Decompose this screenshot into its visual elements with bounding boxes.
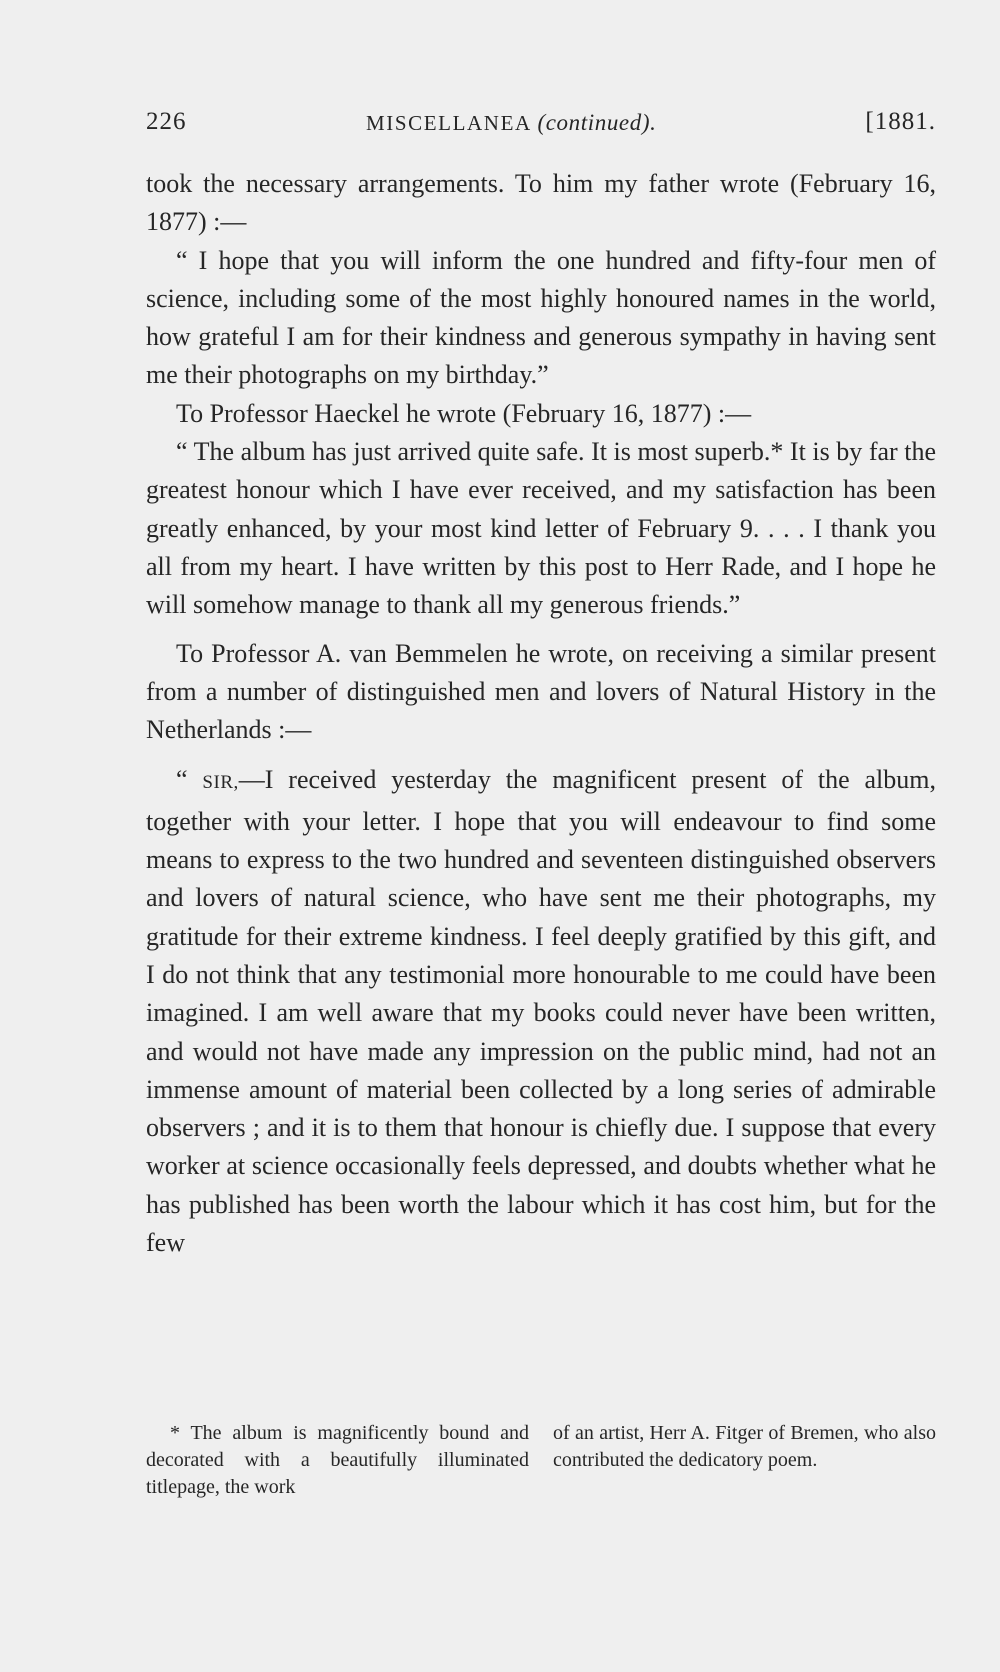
paragraph-3: To Professor Haeckel he wrote (February 16, 1877) :— <box>176 398 752 428</box>
running-year: [1881. <box>865 108 936 135</box>
running-title <box>366 110 656 136</box>
paragraph-6 <box>146 761 936 1262</box>
footnote-column-1 <box>146 1420 529 1501</box>
paragraph-6-salutation: SIR, <box>202 772 239 794</box>
footnote-text-2: of an artist, Herr A. Fitger of Bremen, who also contributed the dedicatory poem. <box>553 1422 936 1471</box>
paragraph-1: took the necessary arrangements. To him my father wrote (February 16, 1877) :— <box>146 169 936 237</box>
footnote <box>146 1420 936 1501</box>
paragraph-4: “ The album has just arrived quite safe. It is most superb.* It is by far the greatest honour which I have ever received, and my satisfaction has been greatly enhanced, by your most kind letter of February 9. . . . I thank you all from my heart. I have written by this post to Herr Rade, and I hope he will somehow manage to thank all my generous friends.” <box>146 437 936 620</box>
body-text <box>146 165 936 1262</box>
paragraph-6-text: —I received yesterday the magnificent present of the album, together with your letter. I hope that you will endeavour to find some means to express to the two hundred and seventeen distinguished observers and lovers of natural science, who have sent me their photographs, my gratitude for their extreme kindness. I feel deeply gratified by this gift, and I do not think that any testimonial more honourable to me could have been imagined. I am well aware that my books could never have been written, and would not have made any impression on the public mind, had not an immense amount of material been collected by a long series of admirable observers ; and it is to them that honour is chiefly due. I suppose that every worker at science occasionally feels depressed, and doubts whether what he has published has been worth the labour which it has cost him, but for the few <box>146 765 936 1258</box>
footnote-column-2 <box>553 1420 936 1501</box>
running-title-main: MISCELLANEA <box>366 111 531 135</box>
paragraph-5: To Professor A. van Bemmelen he wrote, on receiving a similar present from a number of distinguished men and lovers of Natural History in the Netherlands :— <box>146 638 936 745</box>
paragraph-2: “ I hope that you will inform the one hundred and fifty-four men of science, including some of the most highly honoured names in the world, how grateful I am for their kindness and generous sympathy in having sent me their photographs on my birthday.” <box>146 245 936 390</box>
running-head <box>146 108 936 148</box>
paragraph-6-open-quote: “ <box>176 765 203 795</box>
page-number: 226 <box>146 108 187 135</box>
running-title-continued: (continued). <box>537 110 657 135</box>
footnote-text-1: * The album is magnificently bound and decorated with a beautifully illuminated titlepage, the work <box>146 1422 529 1498</box>
